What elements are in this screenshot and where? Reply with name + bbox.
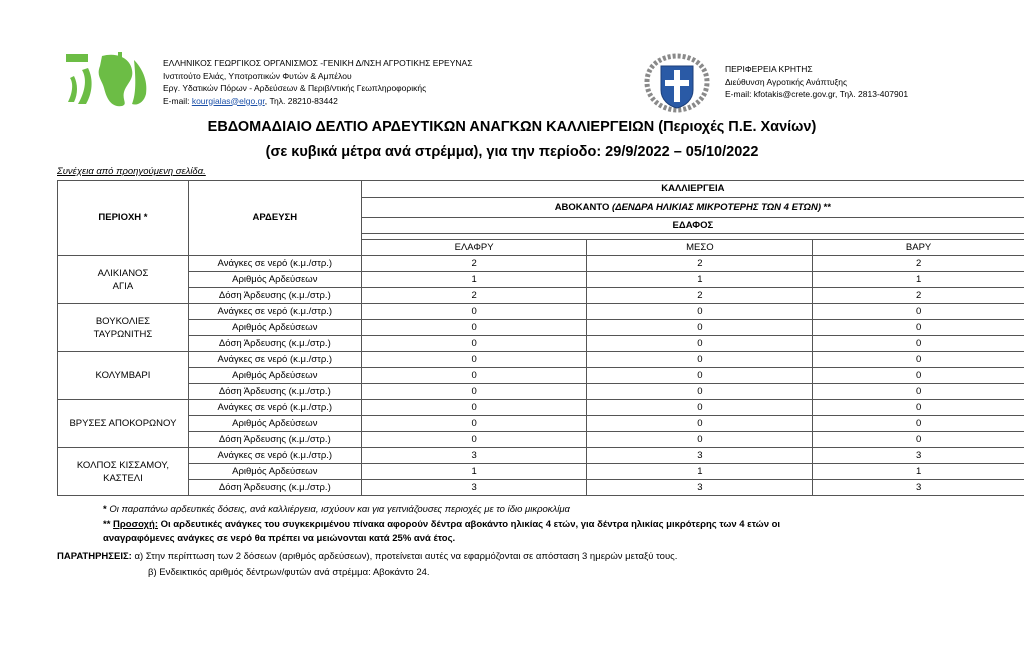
table-row: [58, 352, 1024, 368]
remarks-label: ΠΑΡΑΤΗΡΗΣΕΙΣ:: [57, 551, 132, 562]
page-title: ΕΒΔΟΜΑΔΙΑΙΟ ΔΕΛΤΙΟ ΑΡΔΕΥΤΙΚΩΝ ΑΝΑΓΚΩΝ ΚΑΛΛΙΕΡΓΕΙΩΝ (Περιοχές Π.Ε. Χανίων): [207, 119, 817, 135]
lab-name: Εργ. Υδατικών Πόρων - Αρδεύσεων & Περιβ/ντικής Γεωπληροφορικής: [163, 83, 427, 93]
value-cell: 3: [361, 448, 587, 464]
contact-line: [163, 95, 472, 108]
table-row: [58, 464, 1024, 480]
region-name: ΚΟΛΥΜΒΑΡΙ: [58, 352, 189, 400]
value-cell: 0: [813, 384, 1024, 400]
table-row: [58, 320, 1024, 336]
value-cell: 0: [361, 384, 587, 400]
table-row: [58, 400, 1024, 416]
table-row: [58, 384, 1024, 400]
table-row: [58, 256, 1024, 272]
value-cell: 1: [813, 272, 1024, 288]
irrigation-label: Δόση Άρδευσης (κ.μ./στρ.): [188, 336, 361, 352]
table-row: [58, 368, 1024, 384]
irrigation-label: Αριθμός Αρδεύσεων: [188, 368, 361, 384]
directorate-name: Διεύθυνση Αγροτικής Ανάπτυξης: [725, 76, 848, 87]
irrigation-label: Αριθμός Αρδεύσεων: [188, 416, 361, 432]
note-1-text: Οι παραπάνω αρδευτικές δόσεις, ανά καλλιέργεια, ισχύουν και για γειτνιάζουσες περιοχές με το ίδιο μικροκλίμα: [106, 504, 570, 515]
value-cell: 2: [587, 288, 813, 304]
value-cell: 0: [813, 336, 1024, 352]
value-cell: 0: [361, 368, 587, 384]
value-cell: 3: [813, 448, 1024, 464]
table-row: [58, 448, 1024, 464]
value-cell: 2: [361, 256, 587, 272]
crop-name-cell: [361, 198, 1024, 218]
table-row: [58, 480, 1024, 496]
value-cell: 3: [587, 448, 813, 464]
irrigation-label: Αριθμός Αρδεύσεων: [188, 320, 361, 336]
table-row: [58, 304, 1024, 320]
note-2-label: Προσοχή:: [113, 519, 158, 530]
region-name: ΚΟΛΠΟΣ ΚΙΣΣΑΜΟΥ, ΚΑΣΤΕΛΙ: [58, 448, 189, 496]
value-cell: 0: [587, 384, 813, 400]
col-area-header: ΠΕΡΙΟΧΗ *: [58, 181, 189, 256]
value-cell: 0: [587, 320, 813, 336]
value-cell: 0: [361, 400, 587, 416]
header-right: [725, 63, 908, 101]
note-2: [103, 518, 983, 532]
region-contact: E-mail: kfotakis@crete.gov.gr, Τηλ. 2813-407901: [725, 89, 909, 99]
continuation-note: Συνέχεια από προηγούμενη σελίδα.: [57, 166, 206, 177]
value-cell: 1: [361, 464, 587, 480]
greek-emblem-icon: [637, 52, 717, 114]
value-cell: 2: [361, 288, 587, 304]
irrigation-label: Δόση Άρδευσης (κ.μ./στρ.): [188, 480, 361, 496]
irrigation-label: Ανάγκες σε νερό (κ.μ./στρ.): [188, 448, 361, 464]
email-link[interactable]: kourgialas@elgo.gr: [191, 95, 265, 106]
crop-stars: **: [821, 201, 832, 213]
value-cell: 1: [361, 272, 587, 288]
remarks: [57, 550, 677, 564]
value-cell: 0: [813, 320, 1024, 336]
table-row: [58, 288, 1024, 304]
value-cell: 0: [361, 320, 587, 336]
value-cell: 2: [587, 256, 813, 272]
value-cell: 0: [813, 432, 1024, 448]
value-cell: 0: [361, 432, 587, 448]
value-cell: 0: [361, 336, 587, 352]
note-2-text: Οι αρδευτικές ανάγκες του συγκεκριμένου πίνακα αφορούν δέντρα αβοκάντο ηλικίας 4 ετών, για δέντρα ηλικίας μικρότερης των 4 ετών οι: [157, 519, 781, 530]
region-name: ΒΟΥΚΟΛΙΕΣ ΤΑΥΡΩΝΙΤΗΣ: [58, 304, 189, 352]
region-name: ΑΛΙΚΙΑΝΟΣ ΑΓΙΑ: [58, 256, 189, 304]
soil-light-header: ΕΛΑΦΡΥ: [361, 240, 587, 256]
crop-name: ΑΒΟΚΑΝΤΟ: [554, 201, 610, 213]
remark-a: α) Στην περίπτωση των 2 δόσεων (αριθμός αρδεύσεων), προτείνεται αυτές να εφαρμόζονται σε απόσταση 3 ημερών μεταξύ τους.: [131, 551, 678, 562]
irrigation-label: Δόση Άρδευσης (κ.μ./στρ.): [188, 432, 361, 448]
value-cell: 0: [813, 304, 1024, 320]
phone-text: , Τηλ. 28210-83442: [264, 95, 338, 106]
irrigation-label: Ανάγκες σε νερό (κ.μ./στρ.): [188, 304, 361, 320]
table-row: [58, 336, 1024, 352]
value-cell: 0: [361, 416, 587, 432]
crop-note: (ΔΕΝΔΡΑ ΗΛΙΚΙΑΣ ΜΙΚΡΟΤΕΡΗΣ ΤΩΝ 4 ΕΤΩΝ): [612, 201, 821, 213]
table-body: [58, 256, 1024, 496]
note-1-mark: *: [103, 504, 107, 515]
col-irrigation-header: ΑΡΔΕΥΣΗ: [188, 181, 361, 256]
table-row: [58, 432, 1024, 448]
soil-medium-header: ΜΕΣΟ: [587, 240, 813, 256]
table-row: [58, 416, 1024, 432]
value-cell: 0: [587, 352, 813, 368]
email-label: E-mail:: [163, 95, 192, 106]
crop-header: ΚΑΛΛΙΕΡΓΕΙΑ: [361, 181, 1024, 198]
value-cell: 0: [587, 432, 813, 448]
value-cell: 0: [813, 416, 1024, 432]
soil-header: ΕΔΑΦΟΣ: [361, 218, 1024, 234]
value-cell: 3: [813, 480, 1024, 496]
value-cell: 0: [587, 304, 813, 320]
irrigation-label: Αριθμός Αρδεύσεων: [188, 272, 361, 288]
region-name: ΠΕΡΙΦΕΡΕΙΑ ΚΡΗΤΗΣ: [725, 64, 813, 74]
value-cell: 0: [587, 368, 813, 384]
institute-name: Ινστιτούτο Ελιάς, Υποτροπικών Φυτών & Αμπέλου: [163, 70, 352, 81]
soil-heavy-header: ΒΑΡΥ: [813, 240, 1024, 256]
region-name: ΒΡΥΣΕΣ ΑΠΟΚΟΡΩΝΟΥ: [58, 400, 189, 448]
irrigation-label: Ανάγκες σε νερό (κ.μ./στρ.): [188, 256, 361, 272]
org-name: ΕΛΛΗΝΙΚΟΣ ΓΕΩΡΓΙΚΟΣ ΟΡΓΑΝΙΣΜΟΣ -ΓΕΝΙΚΗ Δ/ΝΣΗ ΑΓΡΟΤΙΚΗΣ ΕΡΕΥΝΑΣ: [163, 58, 473, 68]
irrigation-label: Αριθμός Αρδεύσεων: [188, 464, 361, 480]
value-cell: 0: [587, 336, 813, 352]
value-cell: 0: [587, 400, 813, 416]
remark-b: β) Ενδεικτικός αριθμός δέντρων/φυτών ανά στρέμμα: Αβοκάντο 24.: [148, 567, 430, 578]
value-cell: 2: [813, 288, 1024, 304]
irrigation-table: [57, 180, 1024, 496]
value-cell: 1: [587, 272, 813, 288]
value-cell: 0: [361, 304, 587, 320]
value-cell: 3: [587, 480, 813, 496]
value-cell: 0: [813, 400, 1024, 416]
note-2-continued: αναγραφόμενες ανάγκες σε νερό θα πρέπει να μειώνονται κατά 25% ανά έτος.: [103, 533, 456, 544]
value-cell: 1: [587, 464, 813, 480]
value-cell: 0: [813, 368, 1024, 384]
value-cell: 3: [361, 480, 587, 496]
irrigation-label: Ανάγκες σε νερό (κ.μ./στρ.): [188, 400, 361, 416]
note-1: [103, 503, 570, 517]
elgo-logo: [62, 50, 157, 108]
value-cell: 1: [813, 464, 1024, 480]
page-subtitle: (σε κυβικά μέτρα ανά στρέμμα), για την περίοδο: 29/9/2022 – 05/10/2022: [265, 144, 759, 160]
irrigation-label: Δόση Άρδευσης (κ.μ./στρ.): [188, 384, 361, 400]
header-left: [163, 57, 472, 107]
value-cell: 0: [587, 416, 813, 432]
irrigation-label: Ανάγκες σε νερό (κ.μ./στρ.): [188, 352, 361, 368]
value-cell: 0: [361, 352, 587, 368]
note-2-mark: **: [103, 519, 114, 530]
value-cell: 2: [813, 256, 1024, 272]
table-row: [58, 272, 1024, 288]
value-cell: 0: [813, 352, 1024, 368]
irrigation-label: Δόση Άρδευσης (κ.μ./στρ.): [188, 288, 361, 304]
